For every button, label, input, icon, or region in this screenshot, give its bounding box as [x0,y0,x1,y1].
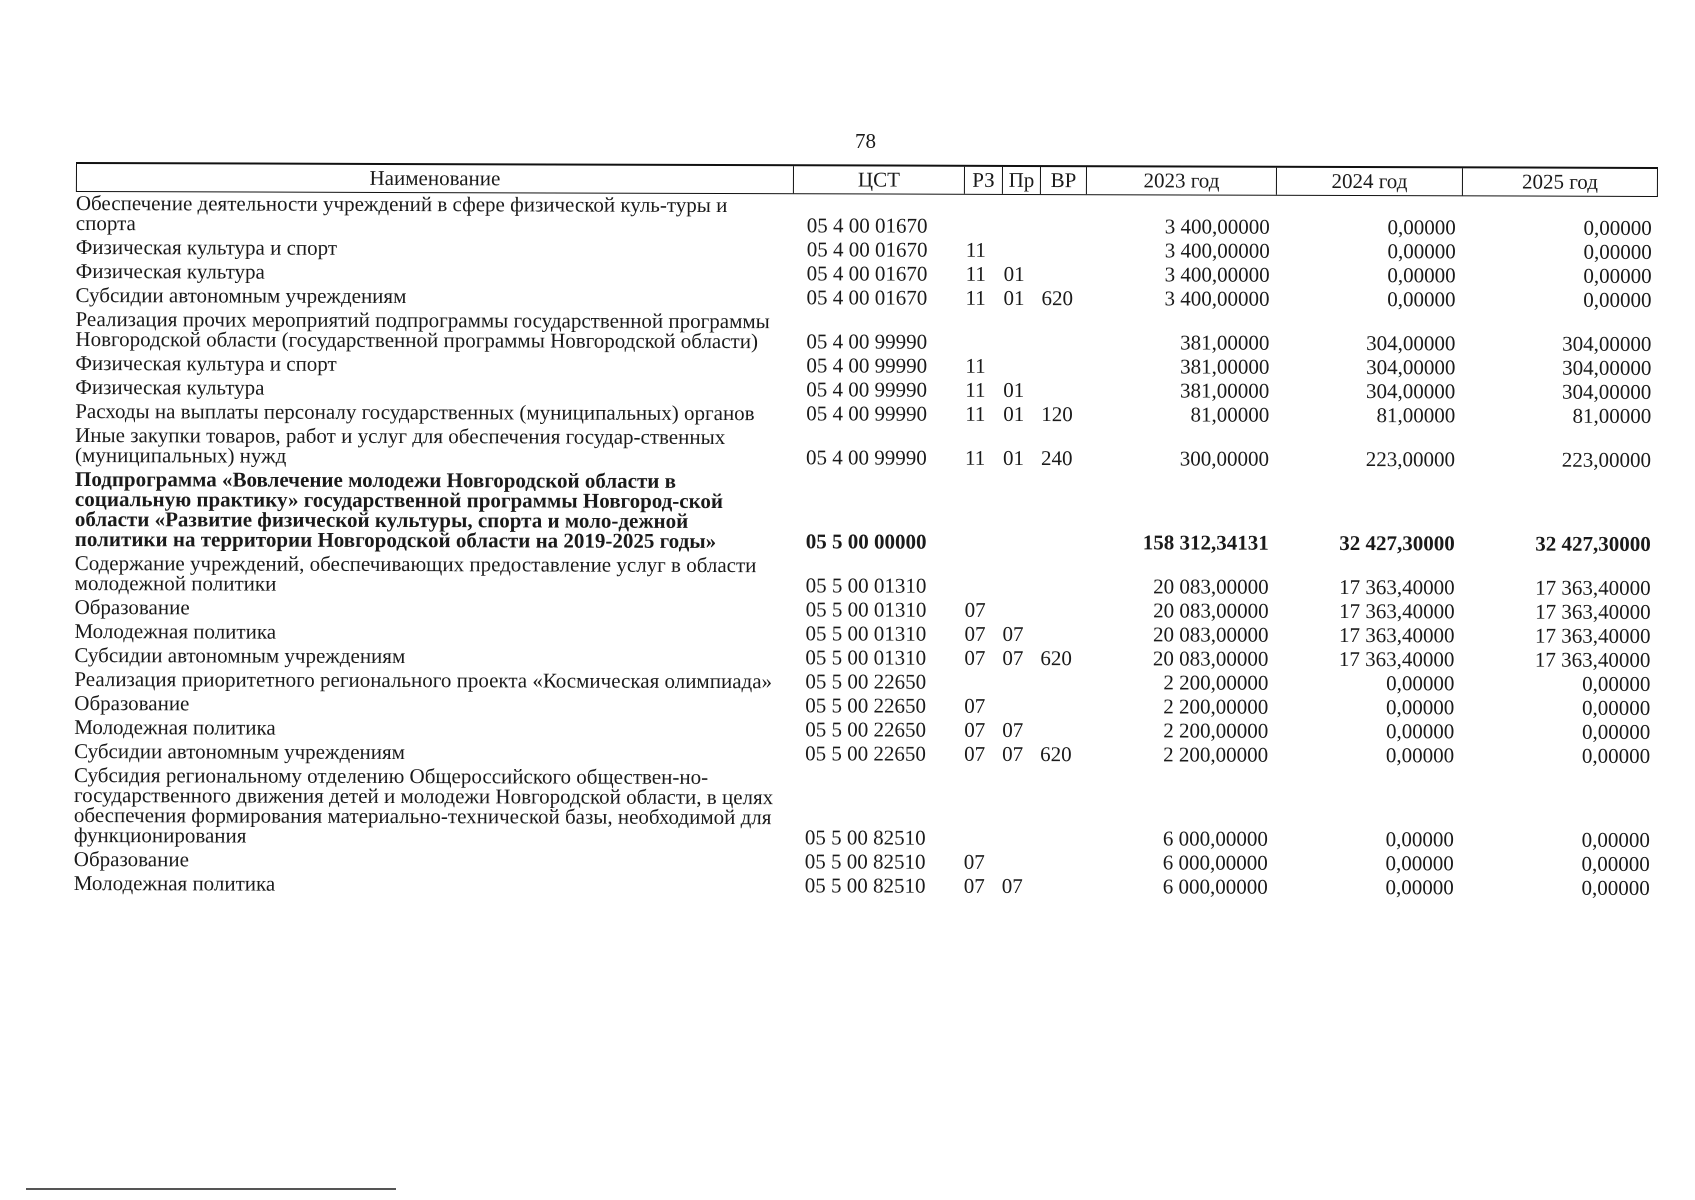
row-rz: 07 [964,597,986,622]
row-vr [1038,716,1084,719]
row-cst: 05 5 00 82510 [804,825,926,850]
row-rz: 07 [963,873,985,898]
row-cst: 05 4 00 99990 [806,445,927,470]
row-2023: 381,00000 [1180,354,1270,379]
row-2025: 17 363,40000 [1535,575,1651,600]
row-rz: 11 [965,261,986,286]
table-row [75,552,1657,601]
row-2024: 17 363,40000 [1339,574,1455,600]
row-2024: 0,00000 [1386,695,1455,720]
header-pr: Пр [1002,167,1040,194]
row-vr [1038,872,1084,875]
table-row [76,192,1658,241]
row-2024: 0,00000 [1387,263,1456,288]
row-cst: 05 5 00 01310 [805,573,927,598]
row-name: Физическая культура [75,374,265,400]
row-vr: 240 [1041,446,1073,471]
row-vr [1038,896,1084,899]
budget-table [74,162,1658,901]
row-rz: 11 [965,445,986,470]
row-2023: 2 200,00000 [1163,742,1269,767]
row-2023: 2 200,00000 [1163,718,1269,743]
row-rz: 07 [964,693,986,718]
row-name: Физическая культура и спорт [75,234,338,260]
row-name: Реализация приоритетного регионального проекта «Космическая олимпиада» [74,666,773,694]
row-name: Иные закупки товаров, работ и услуг для обеспечения государ-ственных (муниципальных) нужд [75,422,726,468]
row-2025: 0,00000 [1583,239,1652,264]
row-pr [1001,596,1039,599]
row-2025: 0,00000 [1582,695,1651,720]
row-name: Молодежная политика [73,870,276,896]
row-rz: 11 [965,401,986,426]
page-number: 78 [855,129,876,153]
header-name: Наименование [76,164,793,193]
row-cst: 05 4 00 01670 [806,237,928,262]
row-pr: 07 [1002,741,1024,766]
row-2023: 6 000,00000 [1162,874,1268,899]
row-cst: 05 5 00 22650 [805,717,927,742]
row-2025: 0,00000 [1583,263,1652,288]
row-pr: 07 [1002,621,1024,646]
row-pr [1001,552,1039,555]
header-2023: 2023 год [1086,167,1276,195]
row-2023: 6 000,00000 [1162,826,1268,851]
row-2024: 0,00000 [1387,215,1456,240]
row-vr [1038,848,1084,851]
row-2023: 3 400,00000 [1164,262,1270,287]
row-2023: 158 312,34131 [1142,530,1269,555]
row-rz: 11 [965,237,987,262]
row-vr [1039,352,1085,355]
row-cst: 05 4 00 01670 [806,261,928,286]
row-2025: 0,00000 [1583,215,1652,240]
header-2025: 2025 год [1462,168,1658,196]
row-pr: 01 [1003,377,1025,402]
row-2024: 32 427,30000 [1339,530,1455,556]
row-vr [1039,620,1085,623]
row-name: Реализация прочих мероприятий подпрограммы государственной программы Новгородской области (государственной программы Новгородской области) [75,306,770,354]
row-vr: 620 [1040,646,1072,671]
row-2023: 381,00000 [1180,378,1270,403]
row-name: Молодежная политика [74,618,277,644]
row-cst: 05 4 00 99990 [806,377,928,402]
row-rz: 11 [965,353,986,378]
table-row [75,424,1657,473]
row-cst: 05 5 00 22650 [805,693,927,718]
row-cst: 05 5 00 22650 [805,741,926,766]
row-2024: 0,00000 [1385,851,1454,876]
row-name: Содержание учреждений, обеспечивающих предоставление услуг в области молодежной политики [74,550,757,596]
row-cst: 05 4 00 01670 [806,213,928,238]
row-2025: 0,00000 [1581,827,1650,852]
row-2024: 0,00000 [1387,239,1456,264]
row-2024: 17 363,40000 [1338,646,1455,672]
row-2024: 0,00000 [1385,875,1454,900]
row-name: Образование [73,846,189,872]
row-2025: 0,00000 [1581,851,1650,876]
row-name: Молодежная политика [74,714,276,740]
row-pr [1000,692,1038,695]
header-vr: ВР [1040,167,1086,194]
row-2025: 0,00000 [1581,719,1651,744]
row-name: Обеспечение деятельности учреждений в сфере физической куль-туры и спорта [75,190,728,236]
row-2025: 81,00000 [1572,403,1652,428]
table-row [75,308,1657,357]
row-pr: 01 [1003,261,1025,286]
row-2025: 17 363,40000 [1534,647,1651,672]
row-name: Расходы на выплаты персоналу государственных (муниципальных) органов [75,398,755,426]
row-2023: 20 083,00000 [1153,574,1269,599]
row-2023: 3 400,00000 [1164,214,1270,239]
row-cst: 05 5 00 01310 [805,645,927,670]
row-cst: 05 5 00 01310 [805,621,927,646]
row-2025: 223,00000 [1561,447,1652,472]
header-cst: ЦСТ [793,166,964,194]
row-name: Субсидии автономным учреждениям [74,738,405,765]
row-pr [1000,848,1038,851]
row-rz: 07 [963,849,985,874]
row-2023: 2 200,00000 [1163,670,1269,695]
row-2023: 3 400,00000 [1164,286,1270,311]
row-rz [963,552,1001,555]
row-name: Субсидии автономным учреждениям [74,642,406,669]
row-vr [1039,552,1085,555]
row-2025: 0,00000 [1582,671,1651,696]
row-2023: 3 400,00000 [1164,238,1270,263]
table-row [74,764,1656,853]
row-cst: 05 5 00 22650 [805,669,927,694]
row-vr: 620 [1041,286,1074,311]
row-2023: 6 000,00000 [1162,850,1268,875]
row-rz: 07 [964,645,986,670]
row-vr [1038,692,1084,695]
row-rz: 11 [965,285,986,310]
table-row [75,468,1657,557]
row-2025: 17 363,40000 [1534,623,1651,648]
row-cst: 05 4 00 01670 [806,285,928,310]
row-2025: 0,00000 [1581,875,1650,900]
row-name: Образование [74,594,190,620]
row-2024: 304,00000 [1366,355,1456,380]
row-vr: 620 [1040,742,1072,767]
row-rz: 07 [964,741,986,766]
row-2023: 20 083,00000 [1153,598,1269,623]
row-2025: 0,00000 [1583,287,1652,312]
row-cst: 05 4 00 99990 [806,329,928,354]
table-body [74,192,1658,901]
row-2023: 2 200,00000 [1163,694,1269,719]
row-2025: 304,00000 [1562,355,1652,380]
row-2023: 20 083,00000 [1152,622,1269,647]
row-vr [1040,260,1086,263]
row-2024: 0,00000 [1385,719,1455,744]
row-2025: 32 427,30000 [1535,531,1651,556]
row-2023: 381,00000 [1180,330,1270,355]
row-2024: 17 363,40000 [1338,622,1455,648]
row-2025: 304,00000 [1561,379,1652,404]
row-2024: 0,00000 [1386,671,1455,696]
header-2024: 2024 год [1276,168,1462,196]
row-pr: 07 [1001,873,1023,898]
header-rz: РЗ [964,167,1002,194]
row-2025: 0,00000 [1581,743,1651,768]
row-2023: 81,00000 [1190,402,1270,427]
row-pr [1002,236,1040,239]
row-pr: 07 [1002,645,1024,670]
row-2025: 17 363,40000 [1535,599,1651,624]
row-vr: 120 [1041,402,1073,427]
row-2024: 81,00000 [1376,403,1456,428]
row-vr [1039,596,1085,599]
row-2025: 304,00000 [1562,331,1652,356]
row-2023: 20 083,00000 [1152,646,1269,671]
row-name: Образование [74,690,190,716]
row-2024: 0,00000 [1385,827,1454,852]
row-cst: 05 5 00 01310 [805,597,927,622]
row-name: Физическая культура и спорт [75,350,337,376]
row-2024: 17 363,40000 [1339,598,1455,624]
row-cst: 05 4 00 99990 [806,401,928,426]
row-name: Подпрограмма «Вовлечение молодежи Новгородской области в социальную практику» государственной программы Новгород-ской области «Развитие физической культуры, спорта и моло-дежной политики на территории Новгородской области на 2019-2025 годы» [74,466,724,554]
row-pr [1001,352,1039,355]
table-row [74,872,1656,901]
row-rz: 11 [965,377,986,402]
row-pr: 01 [1003,285,1025,310]
row-2024: 223,00000 [1365,447,1456,472]
row-pr: 01 [1003,445,1025,470]
row-cst: 05 5 00 00000 [805,529,927,554]
row-pr: 01 [1003,401,1025,426]
row-rz: 07 [964,621,986,646]
row-2024: 304,00000 [1365,379,1456,404]
row-cst: 05 5 00 82510 [804,849,926,874]
row-vr [1039,376,1085,379]
row-2024: 0,00000 [1385,743,1455,768]
row-pr: 07 [1002,717,1024,742]
row-2024: 0,00000 [1387,287,1456,312]
row-cst: 05 4 00 99990 [806,353,928,378]
row-name: Субсидии автономным учреждениям [75,282,407,309]
row-name: Физическая культура [75,258,265,284]
row-2023: 300,00000 [1179,446,1270,471]
row-rz: 07 [964,717,986,742]
row-name: Субсидия региональному отделению Общероссийского обществен-но-государственного движения детей и молодежи Новгородской области, в целях обеспечения формирования материально-технической базы, необходимой для функционирования [73,762,774,848]
row-vr [1040,236,1086,239]
footer-divider [26,1188,396,1190]
row-cst: 05 5 00 82510 [804,873,926,898]
row-2024: 304,00000 [1366,331,1456,356]
